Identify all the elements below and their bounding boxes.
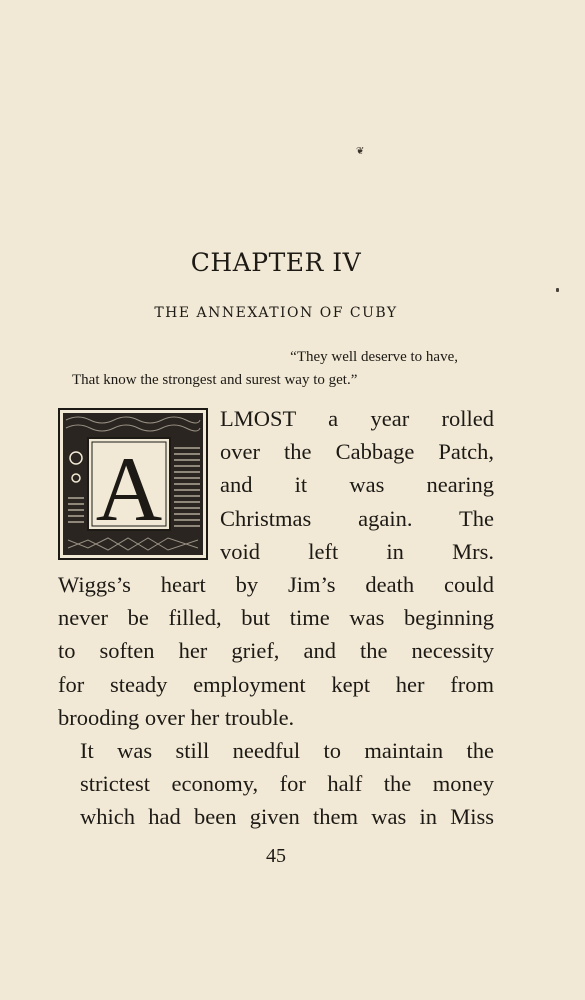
text-line: brooding over her trouble. [58,704,295,730]
body-text [58,402,494,834]
chapter-title: CHAPTER IV [190,248,362,277]
page-number: 45 [266,845,286,867]
text-line: strictest economy, for half the money [80,771,494,797]
epigraph-line-2: That know the strongest and surest way to get.” [72,372,358,388]
text-line: Wiggs’s heart by Jim’s death could [58,572,494,598]
paragraph-2 [58,734,494,834]
dropcap-frame-icon [58,408,208,560]
text-line: which had been given them was in Miss [80,804,494,830]
text-line: LMOST a year rolled [220,406,494,431]
text-line: for steady employment kept her from [58,671,494,697]
text-line: over the Cabbage Patch, [220,439,494,465]
epigraph-line-1: “They well deserve to have, [290,349,458,365]
dropcap-ornament [58,408,208,566]
ornament-glyph: ❦ [356,146,365,157]
dropcap-letter: A [95,438,163,540]
text-line: to soften her grief, and the necessity [58,638,494,664]
text-line: and it was nearing [220,472,494,498]
epigraph [60,346,492,392]
page-mark [556,288,559,292]
text-line: void left in Mrs. [220,538,494,564]
text-line: It was still needful to maintain the [80,738,494,764]
chapter-subtitle: THE ANNEXATION OF CUBY [154,305,398,321]
text-line: Christmas again. The [220,505,494,531]
text-line: never be filled, but time was beginning [58,605,494,631]
